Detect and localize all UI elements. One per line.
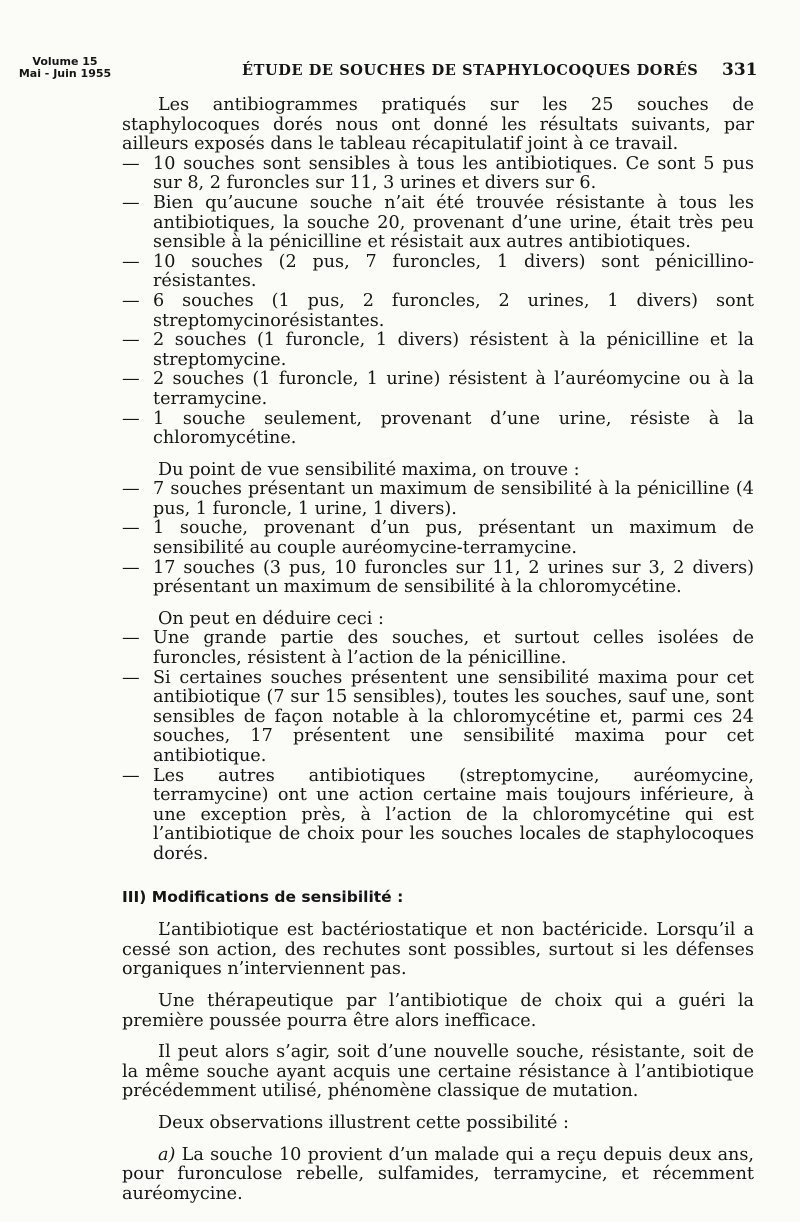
deduction-item: — Les autres antibiotiques (streptomycine, auréomycine, terramycine) ont une action certaine mais toujours inférieure, à une exception près, à l’action de la chloromycétine qui est l’antibiotique de choix pour les souches locales de staphylocoques dorés. [122,767,754,865]
result-item: — 6 souches (1 pus, 2 furoncles, 2 urines, 1 divers) sont streptomycinorésistantes. [122,292,754,331]
issue-date: Mai - Juin 1955 [18,67,112,80]
journal-volume [10,56,120,80]
result-item: — Bien qu’aucune souche n’ait été trouvée résistante à tous les antibiotiques, la souche 20, provenant d’une urine, était très peu sensible à la pénicilline et résistait aux autres antibiotiques. [122,194,754,253]
result-item: — 10 souches (2 pus, 7 furoncles, 1 divers) sont pénicillino-résistantes. [122,253,754,292]
maxima-item: — 1 souche, provenant d’un pus, présentant un maximum de sensibilité au couple auréomycine-terramycine. [122,519,754,558]
section-paragraph: Il peut alors s’agir, soit d’une nouvelle souche, résistante, soit de la même souche ayant acquis une certaine résistance à l’antibiotique précédemment utilisé, phénomène classique de mutation. [122,1042,754,1102]
section-heading: III) Modifications de sensibilité : [122,887,404,906]
observation-text: La souche 10 provient d’un malade qui a reçu depuis deux ans, pour furonculose rebelle, sulfamides, terramycine, et récemment auréomycine. [122,1144,755,1204]
intro-paragraph: Les antibiogrammes pratiqués sur les 25 souches de staphylocoques dorés nous ont donné les résultats suivants, par ailleurs exposés dans le tableau récapitulatif joint à ce travail. [122,95,754,155]
observation-label: a) [158,1144,176,1165]
observation-a [122,1146,754,1205]
article-body [122,96,754,1204]
result-item: — 1 souche seulement, provenant d’une urine, résiste à la chloromycétine. [122,410,754,449]
deduction-item: — Une grande partie des souches, et surtout celles isolées de furoncles, résistent à l’action de la pénicilline. [122,629,754,668]
section-paragraph: Deux observations illustrent cette possibilité : [158,1112,569,1133]
result-item: — 2 souches (1 furoncle, 1 urine) résistent à l’auréomycine ou à la terramycine. [122,370,754,409]
maxima-item: — 7 souches présentant un maximum de sensibilité à la pénicilline (4 pus, 1 furoncle, 1 urine, 1 divers). [122,480,754,519]
section-paragraph: Une thérapeutique par l’antibiotique de choix qui a guéri la première poussée pourra être alors inefficace. [122,990,754,1031]
result-item: — 2 souches (1 furoncle, 1 divers) résistent à la pénicilline et la streptomycine. [122,331,754,370]
deduction-item: — Si certaines souches présentent une sensibilité maxima pour cet antibiotique (7 sur 15 sensibles), toutes les souches, sauf une, sont sensibles de façon notable à la chloromycétine et, parmi ces 24 souches, 17 présentent une sensibilité maxima pour cet antibiotique. [122,669,754,767]
result-item: — 10 souches sont sensibles à tous les antibiotiques. Ce sont 5 pus sur 8, 2 furoncles sur 11, 3 urines et divers sur 6. [122,155,754,194]
section-paragraph: L’antibiotique est bactériostatique et non bactéricide. Lorsqu’il a cessé son action, des rechutes sont possibles, surtout si les défenses organiques n’interviennent pas. [122,920,754,980]
page-number: 331 [722,60,758,80]
deduction-intro: On peut en déduire ceci : [158,608,384,629]
maxima-item: — 17 souches (3 pus, 10 furoncles sur 11, 2 urines sur 3, 2 divers) présentant un maximum de sensibilité à la chloromycétine. [122,559,754,598]
maxima-intro: Du point de vue sensibilité maxima, on trouve : [158,459,580,480]
volume-label: Volume 15 [32,55,98,68]
running-title: ÉTUDE DE SOUCHES DE STAPHYLOCOQUES DORÉS [242,62,699,79]
